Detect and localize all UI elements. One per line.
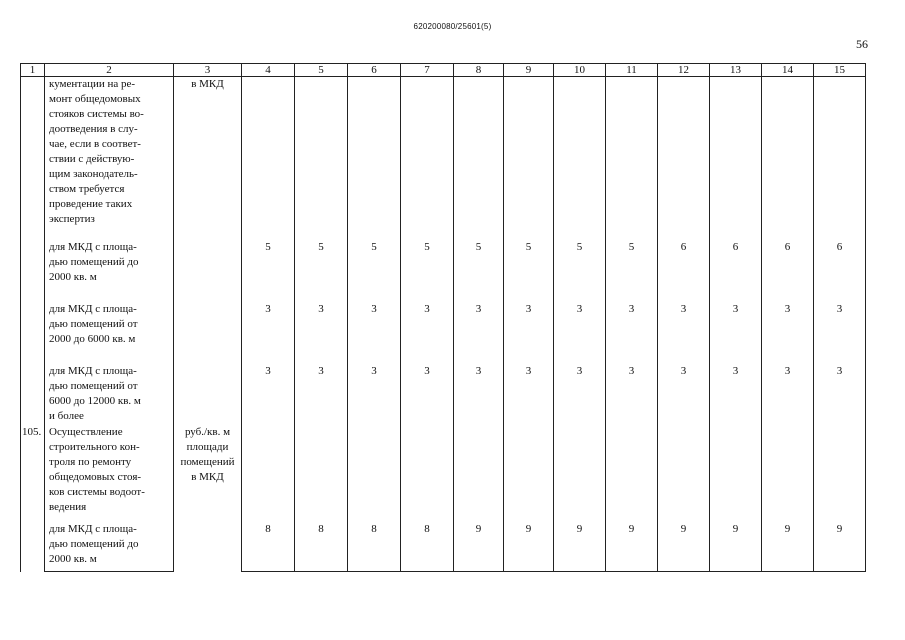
unit-of-measure: руб./кв. м площади помещений в МКД [180,426,235,483]
column-header-1: 1 [21,64,45,77]
value: 3 [576,365,583,377]
value-cell [762,240,814,302]
value-cell [242,522,295,572]
table-row [21,425,866,522]
value: 9 [628,523,635,535]
value-cell [504,77,554,240]
value-cell [242,240,295,302]
value-cell [658,364,710,425]
value-cell [348,522,401,572]
value: 5 [525,241,532,253]
value-cell [554,522,606,572]
column-header-13: 13 [710,64,762,77]
value-cell [454,77,504,240]
value-cell [401,522,454,572]
value-cell [348,240,401,302]
value-cell [242,364,295,425]
item-description-cell [45,425,174,522]
column-header-4: 4 [242,64,295,77]
value-cell [295,425,348,522]
value-cell [606,77,658,240]
value-cell [348,302,401,364]
value-cell [762,77,814,240]
column-header-11: 11 [606,64,658,77]
table-subrow [21,364,866,425]
value: 3 [371,365,377,377]
value: 5 [576,241,583,253]
value-cell [454,240,504,302]
value: 3 [732,303,739,315]
value: 6 [836,241,843,253]
column-header-10: 10 [554,64,606,77]
value: 3 [784,303,791,315]
value-cell [295,302,348,364]
subrow-description: для МКД с площа- дью помещений до 2000 кв. м [49,241,139,283]
value-cell [710,364,762,425]
value-cell [710,522,762,572]
value-cell [348,77,401,240]
value-cell [554,302,606,364]
column-header-row [21,64,866,77]
value-cell [658,522,710,572]
table-subrow [21,302,866,364]
value: 6 [732,241,739,253]
column-header-9: 9 [504,64,554,77]
table-subrow [21,522,866,572]
value-cell [606,364,658,425]
page-number: 56 [856,37,868,51]
value-cell [554,77,606,240]
value-cell [814,77,866,240]
subrow-description-cell [45,302,174,364]
value: 9 [680,523,687,535]
value: 3 [318,303,324,315]
tariff-table [20,63,866,572]
value: 9 [576,523,583,535]
value: 8 [424,523,430,535]
document-id: 620200080/25601(5) [413,22,492,31]
value: 6 [784,241,791,253]
item-description-cell [45,77,174,240]
value-cell [554,425,606,522]
value: 3 [318,365,324,377]
value-cell [504,522,554,572]
value-cell [606,302,658,364]
value-cell [242,302,295,364]
value: 3 [475,303,482,315]
value-cell [710,425,762,522]
value-cell [658,302,710,364]
value-cell [762,364,814,425]
item-description: Осуществление строительного кон- троля по ремонту общедомовых стоя- ков системы водоот- ведения [49,426,145,513]
value: 3 [424,303,430,315]
value: 5 [318,241,324,253]
value-cell [814,522,866,572]
column-header-2: 2 [45,64,174,77]
value-cell [814,240,866,302]
value: 9 [525,523,532,535]
value: 3 [265,303,271,315]
column-header-15: 15 [814,64,866,77]
value-cell [454,522,504,572]
value-cell [606,240,658,302]
value: 9 [836,523,843,535]
value-cell [814,364,866,425]
value-cell [454,425,504,522]
value-cell [606,425,658,522]
value-cell [295,77,348,240]
value-cell [554,240,606,302]
value: 9 [784,523,791,535]
value-cell [295,364,348,425]
value: 3 [836,303,843,315]
value-cell [454,302,504,364]
value: 5 [628,241,635,253]
value: 3 [784,365,791,377]
value: 5 [265,241,271,253]
value: 3 [576,303,583,315]
value-cell [242,77,295,240]
value-cell [504,302,554,364]
value: 3 [628,303,635,315]
value-cell [504,364,554,425]
value-cell [658,240,710,302]
value-cell [762,425,814,522]
value: 3 [680,365,687,377]
subrow-description-cell [45,522,174,572]
value: 3 [265,365,271,377]
subrow-description-cell [45,240,174,302]
value-cell [504,425,554,522]
column-header-6: 6 [348,64,401,77]
row-number-cell [21,77,45,425]
column-header-12: 12 [658,64,710,77]
row-number: 105. [22,426,42,438]
value: 3 [424,365,430,377]
column-header-8: 8 [454,64,504,77]
value-cell [401,425,454,522]
value: 3 [525,365,532,377]
value-cell [401,302,454,364]
column-header-7: 7 [401,64,454,77]
value: 5 [424,241,430,253]
column-header-14: 14 [762,64,814,77]
value: 8 [318,523,324,535]
table-row [21,77,866,240]
value-cell [348,364,401,425]
value-cell [762,522,814,572]
value-cell [295,522,348,572]
subrow-description: для МКД с площа- дью помещений от 2000 до 6000 кв. м [49,303,138,345]
value-cell [504,240,554,302]
value-cell [814,425,866,522]
item-description: кументации на ре- монт общедомовых стояков системы во- доотведения в слу- чае, если в соответ- ствии с действую- щим законодатель- ством требуется проведение таких экспертиз [49,78,144,225]
column-header-5: 5 [295,64,348,77]
value-cell [554,364,606,425]
column-header-3: 3 [174,64,242,77]
value-cell [606,522,658,572]
value-cell [710,240,762,302]
value-cell [348,425,401,522]
value: 3 [525,303,532,315]
value-cell [242,425,295,522]
subrow-description: для МКД с площа- дью помещений до 2000 кв. м [49,523,139,565]
value-cell [401,77,454,240]
unit-cell [174,425,242,572]
table-subrow [21,240,866,302]
value: 5 [371,241,377,253]
subrow-description-cell [45,364,174,425]
value: 6 [680,241,687,253]
value-cell [814,302,866,364]
value: 8 [371,523,377,535]
value-cell [401,240,454,302]
unit-of-measure: в МКД [191,78,224,90]
value: 5 [475,241,482,253]
value: 3 [680,303,687,315]
value: 3 [732,365,739,377]
value-cell [710,302,762,364]
value-cell [295,240,348,302]
value-cell [658,77,710,240]
value-cell [762,302,814,364]
value: 8 [265,523,271,535]
value: 3 [836,365,843,377]
value: 9 [732,523,739,535]
row-number-cell [21,425,45,572]
value: 3 [371,303,377,315]
value: 3 [475,365,482,377]
value-cell [401,364,454,425]
value-cell [710,77,762,240]
value: 3 [628,365,635,377]
unit-cell [174,77,242,425]
value-cell [454,364,504,425]
value: 9 [475,523,482,535]
value-cell [658,425,710,522]
subrow-description: для МКД с площа- дью помещений от 6000 до 12000 кв. м и более [49,365,141,422]
